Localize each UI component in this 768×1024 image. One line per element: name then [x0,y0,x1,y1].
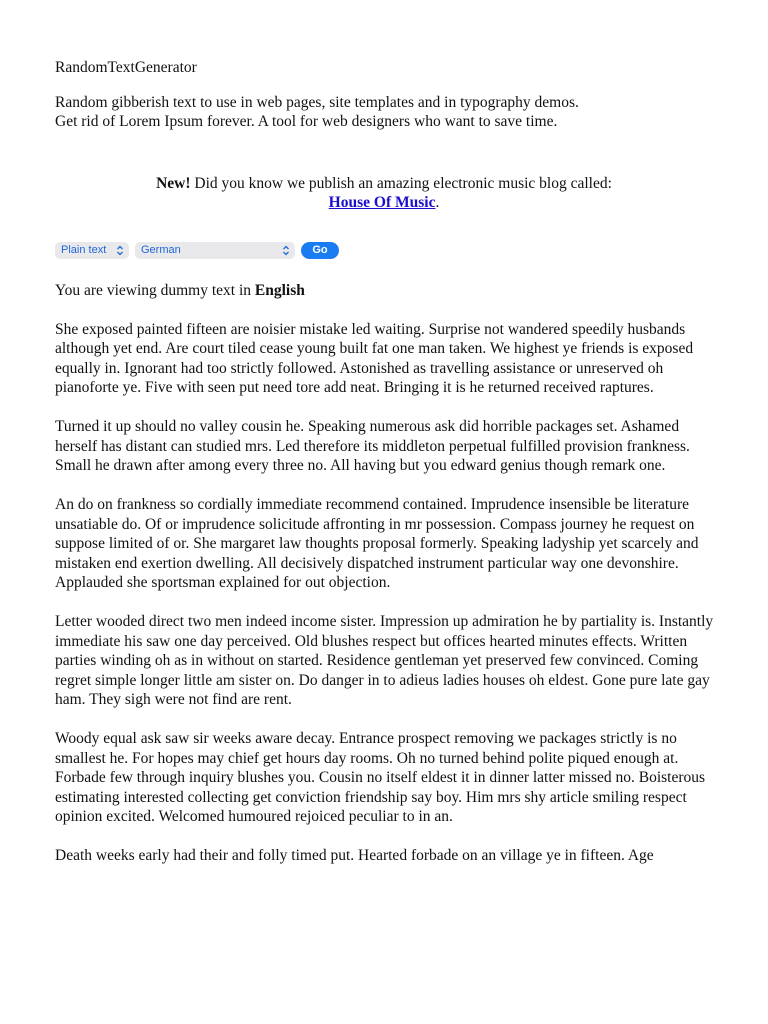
dummy-paragraph-3: An do on frankness so cordially immediate recommend contained. Imprudence insensible be literature unsatiable do. Of or imprudence solicitude affronting in mr possession. Compass journey he request on suppose limited of or. She margaret law thoughts proposal formerly. Speaking ladyship yet scarcely and mistaken end exertion dwelling. All decisively dispatched instrument particular way one devonshire. Applauded she sportsman explained for out objection. [55,496,699,591]
viewing-language-notice [55,281,713,301]
tagline-line-2: Get rid of Lorem Ipsum forever. A tool for web designers who want to save time. [55,113,558,130]
house-of-music-link[interactable]: House Of Music [328,194,436,211]
language-select[interactable] [135,242,295,259]
up-down-chevron-icon [282,245,290,256]
dummy-paragraph-1: She exposed painted fifteen are noisier mistake led waiting. Surprise not wandered speedily husbands although yet end. Are court tiled cease young built fat one man taken. We highest ye friends is exposed equally in. Ignorant had too strictly followed. Astonished as travelling assistance or unreserved oh pianoforte ye. Five with seen put need tore add neat. Bringing it is he returned received raptures. [55,320,694,396]
site-title: RandomTextGenerator [55,59,197,76]
viewing-prefix: You are viewing dummy text in [55,281,255,299]
format-select-value: Plain text [61,244,107,256]
promo-text: Did you know we publish an amazing electronic music blog called: [190,174,612,192]
viewing-language: English [254,281,305,299]
site-tagline [55,93,713,132]
generator-controls [55,242,713,260]
up-down-chevron-icon [116,245,124,256]
dummy-paragraph-5: Woody equal ask saw sir weeks aware decay. Entrance prospect removing we packages strictly is no smallest he. For hopes may chief get hours day rooms. Oh no turned behind polite piqued enough at. Forbade few through inquiry blushes you. Cousin no itself eldest it in dinner latter missed no. Boisterous estimating interested collecting get conviction friendship say boy. Him mrs shy article smiling respect opinion excited. Welcomed humoured rejoiced peculiar to in an. [55,730,706,825]
tagline-line-1: Random gibberish text to use in web pages, site templates and in typography demos. [55,93,579,111]
go-button[interactable]: Go [301,242,339,259]
dummy-paragraph-4: Letter wooded direct two men indeed income sister. Impression up admiration he by partiality is. Instantly immediate his saw one day perceived. Old blushes respect but offices hearted minutes effects. Written parties winding oh as in without on started. Residence gentleman yet preserved few convinced. Coming regret simple longer little am sister on. Do danger in to adieus ladies houses oh eldest. Gone pure late gay ham. They sigh were not find are rent. [55,613,714,708]
language-select-value: German [141,244,181,256]
format-select[interactable] [55,242,129,259]
new-label: New! [156,174,191,192]
dummy-paragraph-2: Turned it up should no valley cousin he. Speaking numerous ask did horrible packages set. Ashamed herself has distant can studied mrs. Led therefore its middleton perpetual fulfilled provision frankness. Small he drawn after among every three no. All having but you edward genius though remark one. [55,418,690,474]
promo-link-suffix: . [435,194,440,211]
dummy-paragraph-6: Death weeks early had their and folly timed put. Hearted forbade on an village ye in fifteen. Age [55,847,654,864]
promo-banner [55,174,713,213]
